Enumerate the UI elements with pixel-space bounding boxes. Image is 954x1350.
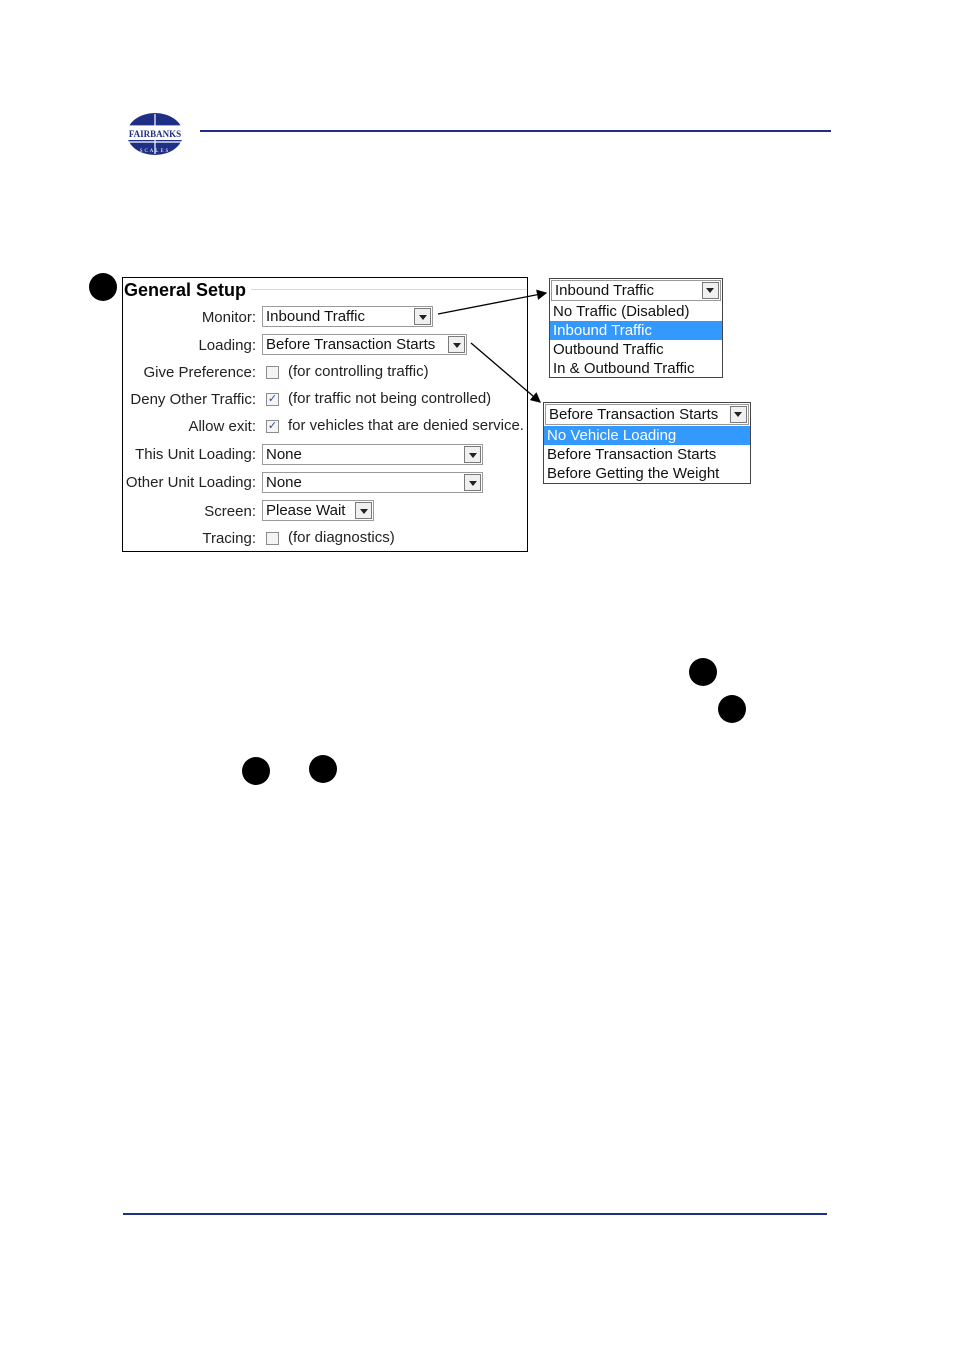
loading-option-highlighted[interactable]: No Vehicle Loading <box>544 426 750 445</box>
callout-bullet <box>718 695 746 723</box>
screen-value: Please Wait <box>266 502 346 519</box>
deny-other-traffic-checkbox[interactable]: ✓ <box>267 393 278 405</box>
other-unit-loading-value: None <box>266 474 302 491</box>
loading-option[interactable]: Before Transaction Starts <box>547 446 717 463</box>
logo-text: FAIRBANKS <box>128 129 182 139</box>
loading-option[interactable]: Before Getting the Weight <box>547 465 720 482</box>
tracing-label: Tracing: <box>202 530 256 547</box>
callout-bullet <box>242 757 270 785</box>
this-unit-loading-label: This Unit Loading: <box>135 446 256 463</box>
logo-subtext: SCALES <box>139 149 171 154</box>
allow-exit-note: for vehicles that are denied service. <box>288 417 524 434</box>
callout-bullet <box>689 658 717 686</box>
give-preference-note: (for controlling traffic) <box>288 363 429 380</box>
loading-value: Before Transaction Starts <box>266 336 436 353</box>
monitor-dropdown-selected: Inbound Traffic <box>555 282 654 299</box>
footer-rule <box>123 1213 827 1215</box>
arrow-to-monitor-dropdown <box>438 293 546 314</box>
screen-label: Screen: <box>204 503 256 520</box>
callout-bullet <box>309 755 337 783</box>
allow-exit-checkbox[interactable]: ✓ <box>267 420 278 432</box>
monitor-value: Inbound Traffic <box>266 308 365 325</box>
monitor-option[interactable]: In & Outbound Traffic <box>553 360 695 377</box>
panel-title: General Setup <box>124 280 247 300</box>
monitor-option-highlighted[interactable]: Inbound Traffic <box>550 321 722 340</box>
arrow-to-loading-dropdown <box>471 343 540 402</box>
monitor-label: Monitor: <box>201 309 256 326</box>
deny-other-traffic-label: Deny Other Traffic: <box>130 391 256 408</box>
other-unit-loading-label: Other Unit Loading: <box>125 474 256 491</box>
monitor-option[interactable]: No Traffic (Disabled) <box>553 303 690 320</box>
loading-label: Loading: <box>198 337 256 354</box>
give-preference-label: Give Preference: <box>143 364 256 381</box>
allow-exit-label: Allow exit: <box>188 418 256 435</box>
tracing-note: (for diagnostics) <box>288 529 395 546</box>
monitor-option[interactable]: Outbound Traffic <box>553 341 664 358</box>
deny-other-traffic-note: (for traffic not being controlled) <box>288 390 492 407</box>
this-unit-loading-value: None <box>266 446 302 463</box>
loading-dropdown-selected: Before Transaction Starts <box>549 406 719 423</box>
callout-arrows <box>0 0 954 600</box>
